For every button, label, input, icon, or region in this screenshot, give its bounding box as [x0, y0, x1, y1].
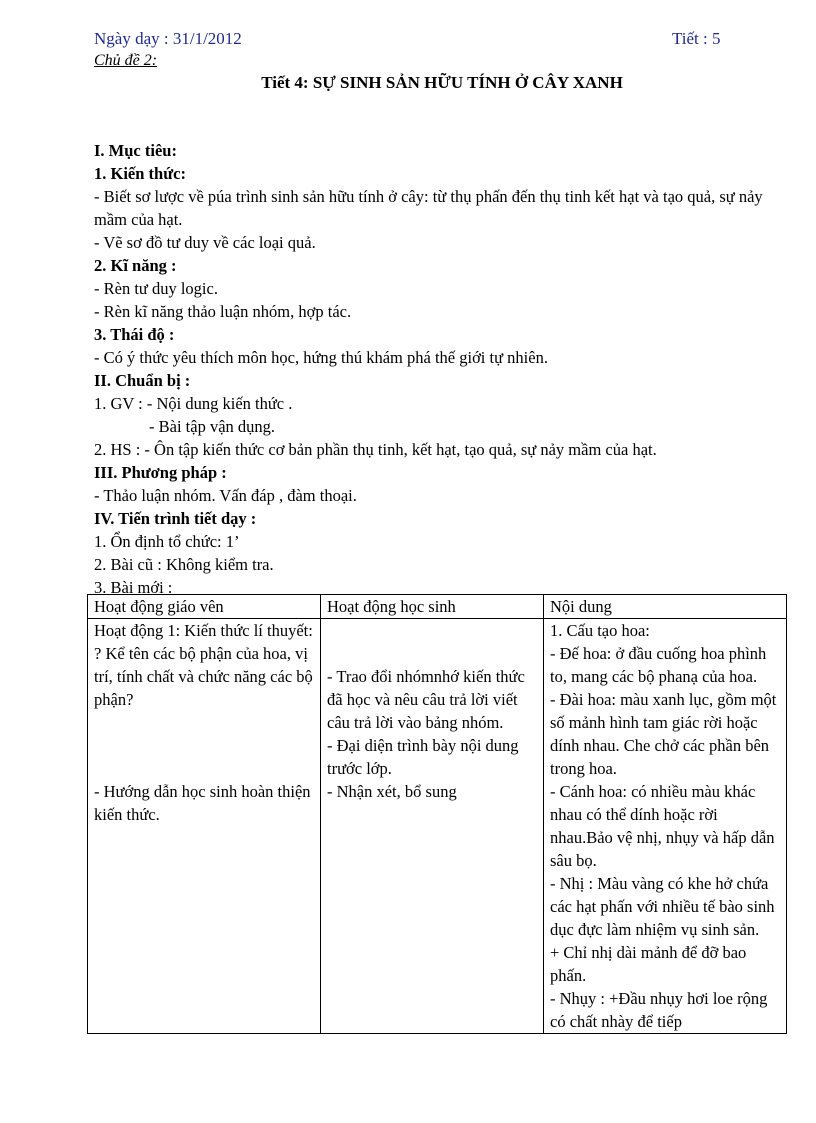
preparation-teacher: 1. GV : - Nội dung kiến thức . [94, 394, 293, 413]
student-feedback: - Nhận xét, bổ sung [327, 782, 457, 801]
content-filament: + Chỉ nhị dài mảnh để đỡ bao phấn. [550, 943, 747, 985]
knowledge-item: - Biết sơ lược về púa trình sinh sản hữu tính ở cây: từ thụ phấn đến thụ tinh kết hạt và tạo quả, sự nảy mầm của hạt. [94, 187, 763, 229]
teacher-question: ? Kể tên các bộ phận của hoa, vị trí, tính chất và chức năng các bộ phận? [94, 644, 313, 709]
skills-item: - Rèn tư duy logic. [94, 279, 218, 298]
teacher-activity-cell [88, 619, 321, 1034]
content-cell [544, 619, 787, 1034]
knowledge-heading: 1. Kiến thức: [94, 164, 186, 183]
content-pistil: - Nhụy : +Đầu nhụy hơi loe rộng có chất nhày để tiếp [550, 989, 768, 1031]
objectives-heading: I. Mục tiêu: [94, 141, 177, 160]
header-student-activity: Hoạt động học sinh [321, 595, 544, 619]
method-heading: III. Phương pháp : [94, 463, 227, 482]
procedure-step: 1. Ổn định tổ chức: 1’ [94, 532, 240, 551]
procedure-step: 3. Bài mới : [94, 578, 173, 597]
preparation-heading: II. Chuẩn bị : [94, 371, 191, 390]
table-row [88, 619, 787, 1034]
content-heading: 1. Cấu tạo hoa: [550, 621, 650, 640]
lesson-title: Tiết 4: SỰ SINH SẢN HỮU TÍNH Ở CÂY XANH [261, 73, 623, 92]
content-petals: - Cánh hoa: có nhiều màu khác nhau có thể dính hoặc rời nhau.Bảo vệ nhị, nhụy và hấp dẫn sâu bọ. [550, 782, 775, 870]
lesson-number: Tiết : 5 [672, 29, 721, 48]
header-content: Nội dung [544, 595, 787, 619]
preparation-student: 2. HS : - Ôn tập kiến thức cơ bản phần thụ tinh, kết hạt, tạo quả, sự nảy mầm của hạt. [94, 440, 657, 459]
preparation-teacher-item: - Bài tập vận dụng. [149, 417, 276, 436]
teacher-guidance: - Hướng dẫn học sinh hoàn thiện kiến thức. [94, 782, 311, 824]
topic-label: Chủ đề 2: [94, 52, 158, 69]
procedure-heading: IV. Tiến trình tiết dạy : [94, 509, 257, 528]
lesson-body [94, 139, 774, 599]
method-text: - Thảo luận nhóm. Vấn đáp , đàm thoại. [94, 486, 357, 505]
content-stamen: - Nhị : Màu vàng có khe hở chứa các hạt phấn với nhiều tế bào sinh dục đực làm nhiệm vụ sinh sản. [550, 874, 775, 939]
skills-heading: 2. Kĩ năng : [94, 256, 177, 275]
attitude-item: - Có ý thức yêu thích môn học, hứng thú khám phá thế giới tự nhiên. [94, 348, 548, 367]
student-presentation: - Đại diện trình bày nội dung trước lớp. [327, 736, 519, 778]
content-receptacle: - Đế hoa: ở đầu cuống hoa phình to, mang các bộ phanạ của hoa. [550, 644, 767, 686]
teaching-date: Ngày dạy : 31/1/2012 [94, 29, 242, 48]
attitude-heading: 3. Thái độ : [94, 325, 175, 344]
student-activity-cell [321, 619, 544, 1034]
activities-table [87, 594, 787, 1034]
procedure-step: 2. Bài cũ : Không kiểm tra. [94, 555, 274, 574]
content-calyx: - Đài hoa: màu xanh lục, gồm một số mảnh hình tam giác rời hoặc dính nhau. Che chở các phần bên trong hoa. [550, 690, 777, 778]
table-header-row [88, 595, 787, 619]
header-teacher-activity: Hoạt động giáo vên [88, 595, 321, 619]
knowledge-item: - Vẽ sơ đồ tư duy về các loại quả. [94, 233, 316, 252]
student-discussion: - Trao đổi nhómnhớ kiến thức đã học và nêu câu trả lời viết câu trả lời vào bảng nhóm. [327, 667, 525, 732]
skills-item: - Rèn kĩ năng thảo luận nhóm, hợp tác. [94, 302, 352, 321]
teacher-activity-title: Hoạt động 1: Kiến thức lí thuyết: [94, 621, 313, 640]
